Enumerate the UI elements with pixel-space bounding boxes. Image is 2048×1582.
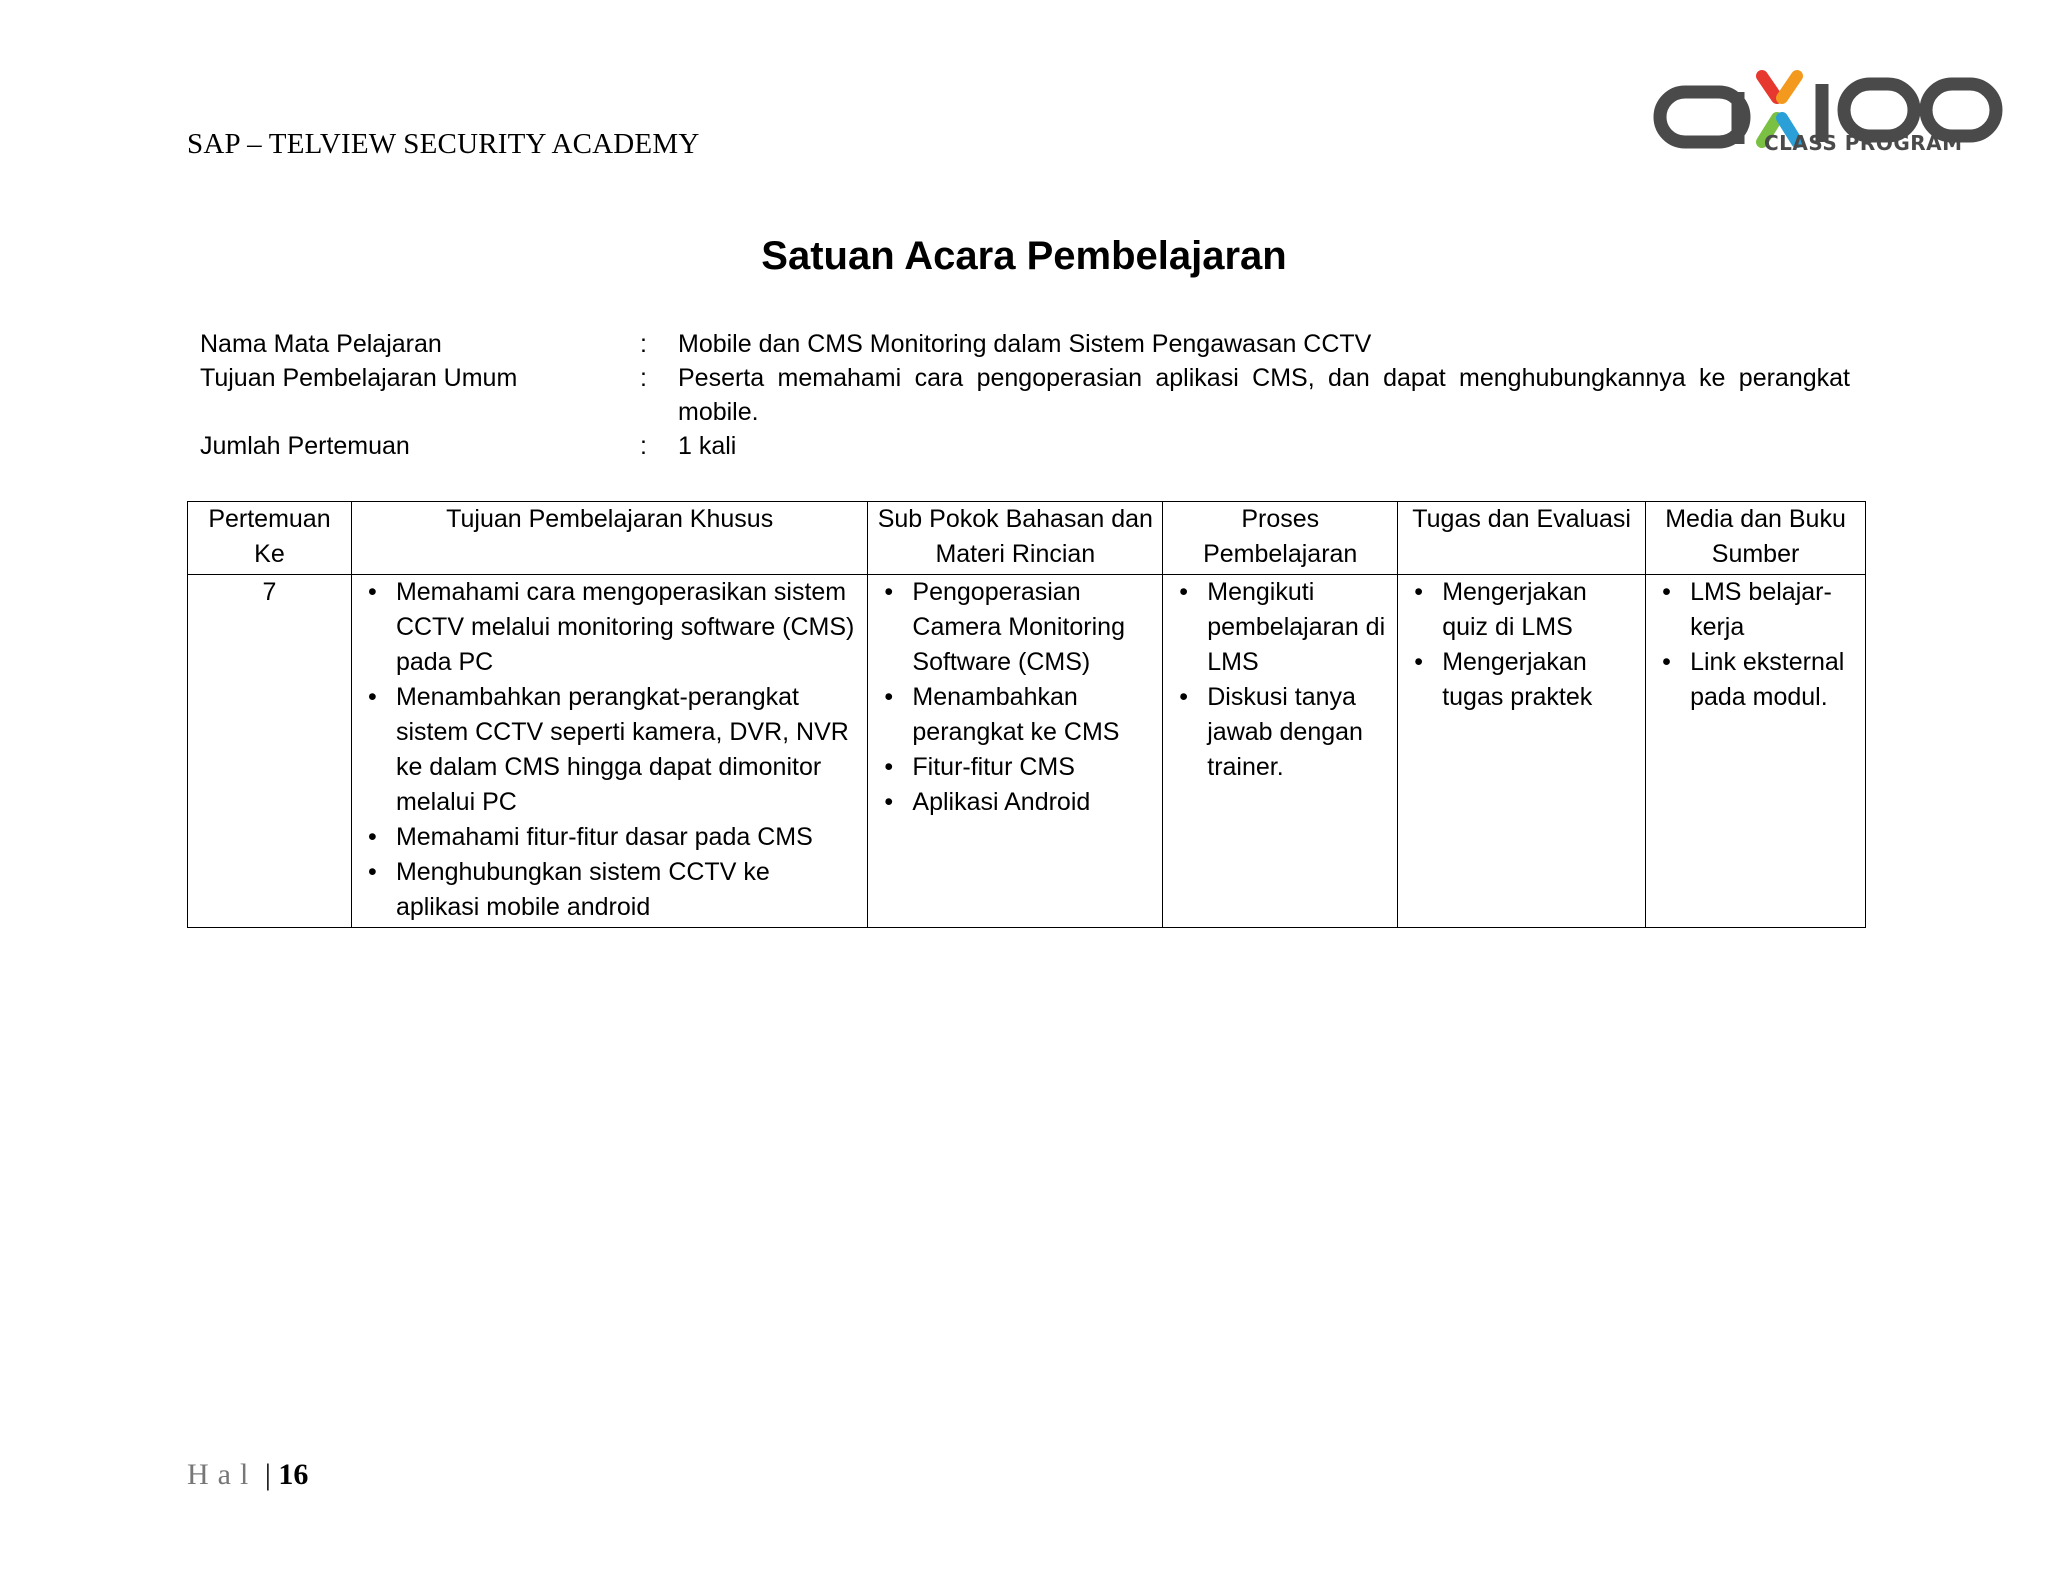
info-label: Nama Mata Pelajaran xyxy=(200,330,442,358)
page-title: Satuan Acara Pembelajaran xyxy=(761,234,1287,278)
list-item: • Pengoperasian Camera Monitoring Software (CMS) xyxy=(876,575,1154,680)
bullet-list xyxy=(1406,575,1637,715)
axioo-logo-mark xyxy=(1652,62,2008,172)
list-item: • Link eksternal pada modul. xyxy=(1654,645,1857,715)
col-header-sub-pokok: Sub Pokok Bahasan dan Materi Rincian xyxy=(868,502,1163,575)
footer-hal-label: Hal xyxy=(187,1458,258,1491)
col-header-tujuan: Tujuan Pembelajaran Khusus xyxy=(351,502,867,575)
info-value: 1 kali xyxy=(678,432,737,460)
bullet-list xyxy=(876,575,1154,820)
list-item: • Aplikasi Android xyxy=(876,785,1154,820)
list-item: • Fitur-fitur CMS xyxy=(876,750,1154,785)
list-item: • Menambahkan perangkat-perangkat sistem CCTV seperti kamera, DVR, NVR ke dalam CMS hingga dapat dimonitor melalui PC xyxy=(360,680,859,820)
info-row-mata-pelajaran xyxy=(200,327,1850,361)
cell-proses xyxy=(1163,575,1398,928)
col-header-pertemuan: Pertemuan Ke xyxy=(188,502,352,575)
info-separator: : xyxy=(640,330,647,358)
bullet-list xyxy=(360,575,859,925)
info-label: Tujuan Pembelajaran Umum xyxy=(200,364,518,392)
footer-separator: | xyxy=(257,1458,279,1491)
info-value: Mobile dan CMS Monitoring dalam Sistem Pengawasan CCTV xyxy=(678,330,1372,358)
info-row-jumlah-pertemuan xyxy=(200,429,1850,463)
col-header-tugas: Tugas dan Evaluasi xyxy=(1398,502,1646,575)
page-footer xyxy=(187,1458,308,1492)
bullet-list xyxy=(1654,575,1857,715)
info-row-tujuan-umum xyxy=(200,361,1850,429)
cell-media xyxy=(1646,575,1866,928)
cell-pertemuan: 7 xyxy=(188,575,352,928)
sap-table xyxy=(187,501,1866,928)
list-item: • Menghubungkan sistem CCTV ke aplikasi mobile android xyxy=(360,855,859,925)
col-header-proses: Proses Pembelajaran xyxy=(1163,502,1398,575)
document-header: SAP – TELVIEW SECURITY ACADEMY xyxy=(187,128,700,160)
list-item: • Mengerjakan quiz di LMS xyxy=(1406,575,1637,645)
info-separator: : xyxy=(640,364,647,392)
page-number: 16 xyxy=(278,1458,309,1491)
list-item: • Memahami fitur-fitur dasar pada CMS xyxy=(360,820,859,855)
info-separator: : xyxy=(640,432,647,460)
list-item: • LMS belajar-kerja xyxy=(1654,575,1857,645)
info-label: Jumlah Pertemuan xyxy=(200,432,410,460)
col-header-media: Media dan Buku Sumber xyxy=(1646,502,1866,575)
list-item: • Mengerjakan tugas praktek xyxy=(1406,645,1637,715)
list-item: • Diskusi tanya jawab dengan trainer. xyxy=(1171,680,1389,785)
table-row xyxy=(188,575,1866,928)
cell-tugas xyxy=(1398,575,1646,928)
list-item: • Mengikuti pembelajaran di LMS xyxy=(1171,575,1389,680)
list-item: • Memahami cara mengoperasikan sistem CCTV melalui monitoring software (CMS) pada PC xyxy=(360,575,859,680)
logo-caption: CLASS PROGRAM xyxy=(1764,131,1963,155)
table-header-row xyxy=(188,502,1866,575)
course-info xyxy=(200,327,1850,463)
list-item: • Menambahkan perangkat ke CMS xyxy=(876,680,1154,750)
info-value: Peserta memahami cara pengoperasian aplikasi CMS, dan dapat menghubungkannya ke perangkat mobile. xyxy=(678,364,1850,426)
bullet-list xyxy=(1171,575,1389,785)
cell-sub-pokok xyxy=(868,575,1163,928)
cell-tujuan xyxy=(351,575,867,928)
